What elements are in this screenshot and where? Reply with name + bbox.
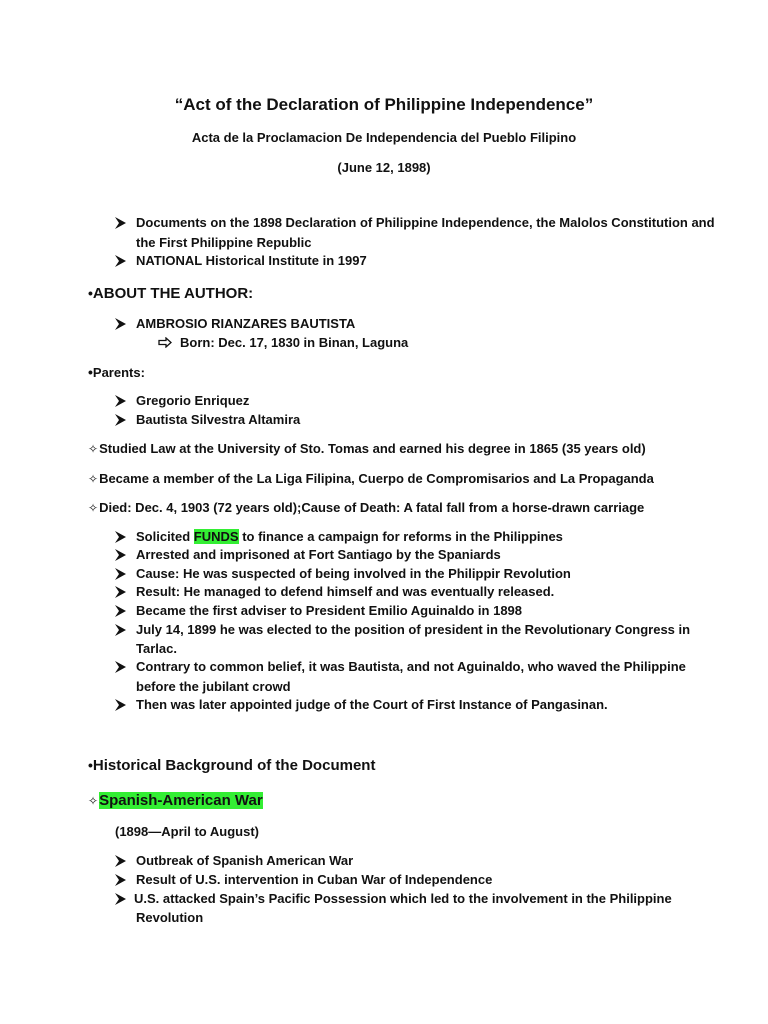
outline-arrow-icon [158, 337, 172, 349]
arrowhead-bullet-icon [115, 217, 126, 229]
spanish-american-war-heading [88, 792, 263, 809]
diamond-bullet-icon: ✧ [88, 794, 99, 808]
arrowhead-bullet-icon [115, 395, 126, 407]
dot-bullet: • [88, 364, 93, 380]
war-attack-line1: U.S. attacked Spain’s Pacific Possession which led to the involvement in the Philippine [134, 891, 672, 906]
intro-bullet-1-line2: the First Philippine Republic [136, 235, 312, 250]
arrowhead-bullet-icon [115, 624, 126, 636]
fact-died: ✧Died: Dec. 4, 1903 (72 years old);Cause of Death: A fatal fall from a horse-drawn carriage [88, 500, 645, 515]
parent-2: Bautista Silvestra Altamira [136, 412, 301, 427]
intro-bullet-2: NATIONAL Historical Institute in 1997 [136, 253, 367, 268]
arrowhead-bullet-icon [115, 568, 126, 580]
diamond-bullet-icon: ✧ [88, 472, 99, 486]
war-dates: (1898—April to August) [115, 824, 259, 839]
life-contrary-line2: before the jubilant crowd [136, 679, 291, 694]
highlighted-word: FUNDS [193, 529, 239, 544]
diamond-bullet-icon: ✧ [88, 501, 99, 515]
war-result: Result of U.S. intervention in Cuban War of Independence [136, 872, 493, 887]
arrowhead-bullet-icon [115, 855, 126, 867]
dot-bullet: • [88, 285, 93, 301]
historical-background-heading: •Historical Background of the Document [88, 757, 376, 774]
parent-1: Gregorio Enriquez [136, 393, 250, 408]
life-cause: Cause: He was suspected of being involved in the Philippir Revolution [136, 566, 571, 581]
intro-bullet-1-line1: Documents on the 1898 Declaration of Philippine Independence, the Malolos Constitution and [136, 215, 715, 230]
life-arrested: Arrested and imprisoned at Fort Santiago by the Spaniards [136, 547, 501, 562]
arrowhead-bullet-icon [115, 586, 126, 598]
life-july-line1: July 14, 1899 he was elected to the position of president in the Revolutionary Congress in [136, 622, 691, 637]
fact-member: ✧Became a member of the La Liga Filipina, Cuerpo de Compromisarios and La Propaganda [88, 471, 654, 486]
document-date: (June 12, 1898) [337, 160, 431, 175]
arrowhead-bullet-icon [115, 255, 126, 267]
life-solicited: Solicited FUNDS to finance a campaign for reforms in the Philippines [136, 529, 563, 544]
about-author-heading: •ABOUT THE AUTHOR: [88, 285, 254, 302]
highlighted-heading: Spanish-American War [99, 792, 263, 809]
fact-studied: ✧Studied Law at the University of Sto. Tomas and earned his degree in 1865 (35 years old) [88, 441, 646, 456]
arrowhead-bullet-icon [115, 661, 126, 673]
author-born: Born: Dec. 17, 1830 in Binan, Laguna [180, 335, 409, 350]
arrowhead-bullet-icon [115, 318, 126, 330]
war-attack-line2: Revolution [136, 910, 204, 925]
life-july-line2: Tarlac. [136, 641, 177, 656]
life-contrary-line1: Contrary to common belief, it was Bautista, and not Aguinaldo, who waved the Philippine [136, 659, 686, 674]
arrowhead-bullet-icon [115, 874, 126, 886]
arrowhead-bullet-icon [115, 605, 126, 617]
arrowhead-bullet-icon [115, 414, 126, 426]
war-outbreak: Outbreak of Spanish American War [136, 853, 354, 868]
arrowhead-bullet-icon [115, 699, 126, 711]
arrowhead-bullet-icon [115, 531, 126, 543]
document-title: “Act of the Declaration of Philippine Independence” [174, 95, 594, 114]
arrowhead-bullet-icon [115, 549, 126, 561]
life-judge: Then was later appointed judge of the Court of First Instance of Pangasinan. [136, 697, 608, 712]
dot-bullet: • [88, 757, 93, 773]
author-name: AMBROSIO RIANZARES BAUTISTA [136, 316, 356, 331]
diamond-bullet-icon: ✧ [88, 442, 99, 456]
life-result: Result: He managed to defend himself and was eventually released. [136, 584, 555, 599]
arrowhead-bullet-icon [115, 893, 126, 905]
parents-label: •Parents: [88, 364, 145, 380]
life-adviser: Became the first adviser to President Emilio Aguinaldo in 1898 [136, 603, 523, 618]
document-subtitle: Acta de la Proclamacion De Independencia del Pueblo Filipino [191, 130, 577, 145]
